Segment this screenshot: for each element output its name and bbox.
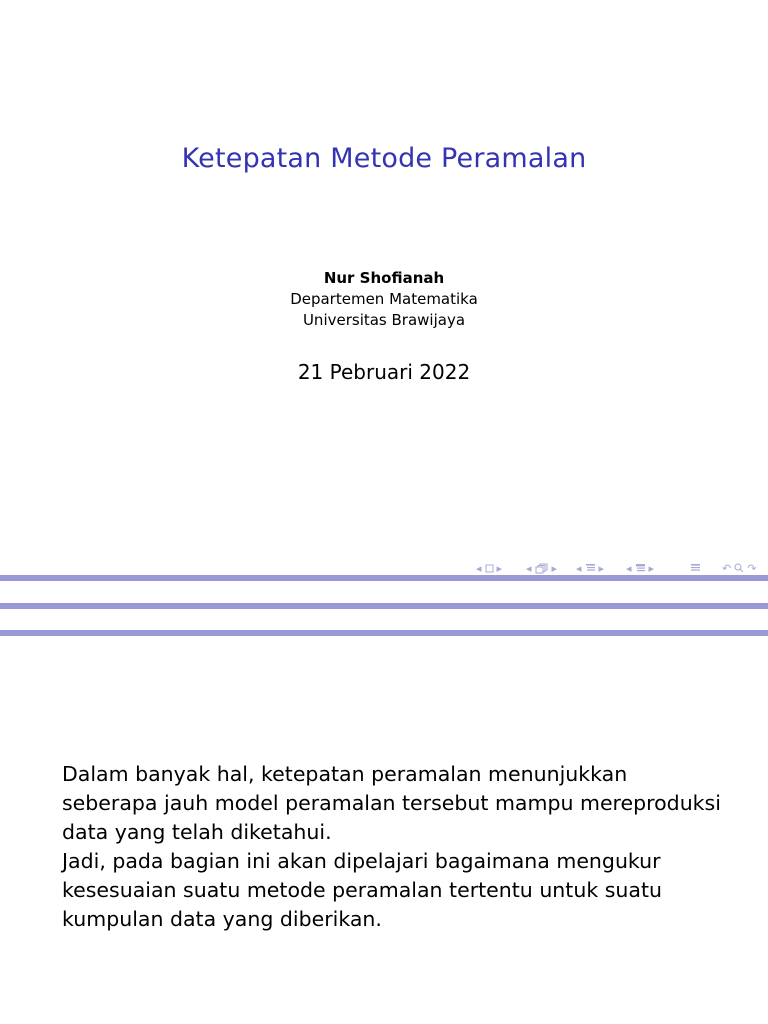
nav-frame-icon[interactable]: ◂ ▸ [476, 561, 503, 575]
slide-title: Ketepatan Metode Peramalan [181, 143, 587, 174]
author-block [0, 268, 768, 331]
author-university: Universitas Brawijaya [302, 311, 466, 329]
slide-separator-line [0, 603, 768, 609]
body-paragraph: Dalam banyak hal, ketepatan peramalan menunjukkan seberapa jauh model peramalan tersebut mampu mereproduksi data yang telah diketahui. [62, 762, 721, 844]
slide-body [62, 760, 722, 934]
nav-section-alt-icon[interactable]: ◂ ▸ [626, 561, 655, 575]
nav-section-icon[interactable]: ◂ ▸ [576, 561, 605, 575]
nav-document-icon[interactable] [690, 560, 701, 576]
slide-separator-line [0, 575, 768, 581]
nav-search-icon[interactable]: ↶ ↷ [722, 561, 757, 575]
beamer-navigation-bar [470, 560, 768, 576]
author-name: Nur Shofianah [323, 269, 445, 287]
nav-subsection-icon[interactable]: ◂ ▸ [526, 561, 558, 575]
presentation-date: 21 Pebruari 2022 [297, 360, 471, 384]
author-department: Departemen Matematika [290, 290, 478, 308]
slide-separator-line [0, 630, 768, 636]
body-paragraph: Jadi, pada bagian ini akan dipelajari bagaimana mengukur kesesuaian suatu metode peramalan tertentu untuk suatu kumpulan data yang diberikan. [62, 849, 662, 931]
